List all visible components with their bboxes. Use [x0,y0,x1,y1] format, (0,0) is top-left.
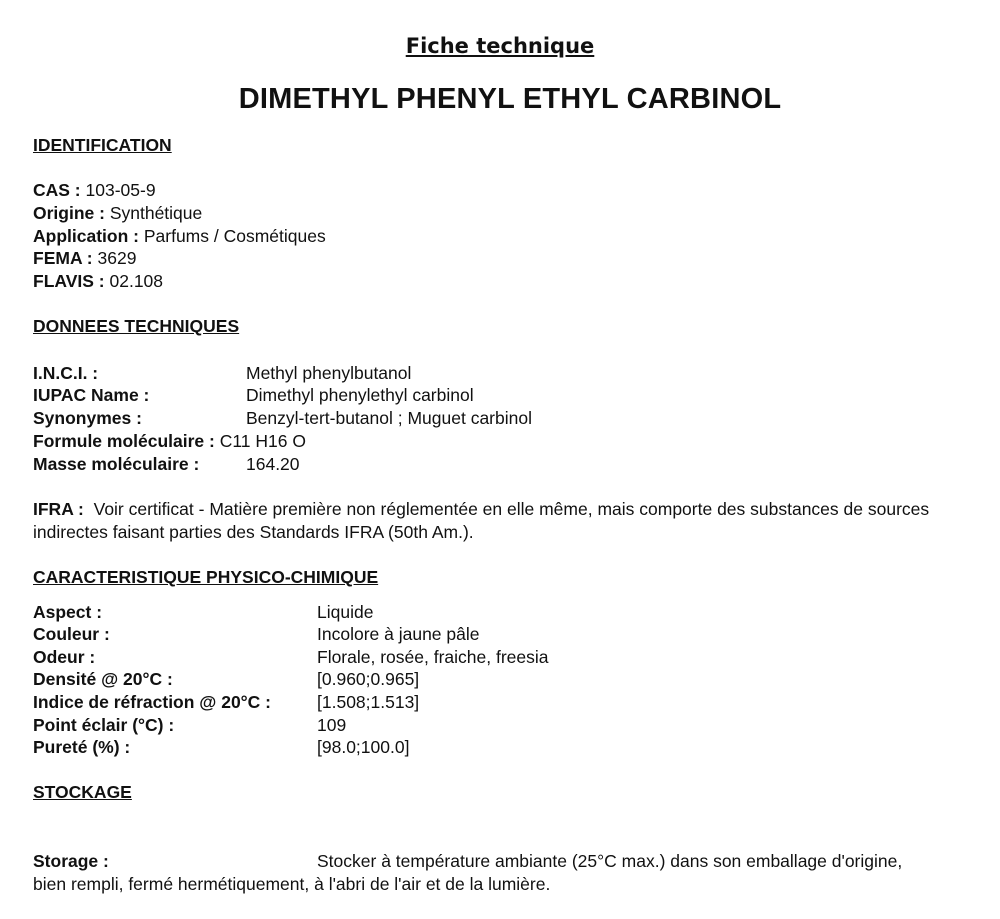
field-label: Origine : [33,203,105,223]
field-value: [0.960;0.965] [317,669,420,689]
storage-text-line1: Stocker à température ambiante (25°C max.) dans son emballage d'origine, [317,851,903,871]
storage-label: Storage : [33,851,109,871]
field-label: Indice de réfraction @ 20°C : [33,692,272,712]
field-value: Liquide [317,602,374,622]
identification-row [33,270,163,293]
field-label: Couleur : [33,624,110,644]
section-heading-technical: DONNEES TECHNIQUES [33,316,240,336]
field-label: I.N.C.I. : [33,363,99,383]
product-name: DIMETHYL PHENYL ETHYL CARBINOL [238,83,782,115]
field-label: Masse moléculaire : [33,454,200,474]
field-value: Benzyl-tert-butanol ; Muguet carbinol [246,408,532,428]
storage-text-line2: bien rempli, fermé hermétiquement, à l'abri de l'air et de la lumière. [33,874,551,894]
field-label: CAS : [33,180,81,200]
field-value: 02.108 [109,271,164,291]
technical-row [33,430,306,453]
field-value: [1.508;1.513] [317,692,420,712]
field-value: Parfums / Cosmétiques [143,226,326,246]
identification-row [33,247,136,270]
field-label: Point éclair (°C) : [33,715,175,735]
field-value: [98.0;100.0] [317,737,410,757]
field-value: Methyl phenylbutanol [246,363,412,383]
field-label: Formule moléculaire : [33,431,215,451]
field-value: 109 [317,715,347,735]
document-title: Fiche technique [405,34,595,58]
field-label: IUPAC Name : [33,385,150,405]
field-value: 3629 [97,248,137,268]
field-value: 103-05-9 [85,180,156,200]
field-label: Application : [33,226,139,246]
field-value: Incolore à jaune pâle [317,624,480,644]
section-heading-identification: IDENTIFICATION [33,135,172,155]
ifra-label: IFRA : [33,499,84,519]
section-heading-physico: CARACTERISTIQUE PHYSICO-CHIMIQUE [33,567,379,587]
ifra-paragraph [33,498,978,543]
field-value: 164.20 [246,454,300,474]
field-label: FLAVIS : [33,271,105,291]
ifra-text: Voir certificat - Matière première non réglementée en elle même, mais comporte des substances de sources indirectes faisant parties des Standards IFRA (50th Am.). [33,499,930,542]
field-label: FEMA : [33,248,93,268]
field-value: Synthétique [109,203,203,223]
field-label: Densité @ 20°C : [33,669,173,689]
field-value: C11 H16 O [219,431,306,451]
field-value: Florale, rosée, fraiche, freesia [317,647,549,667]
field-value: Dimethyl phenylethyl carbinol [246,385,474,405]
field-label: Pureté (%) : [33,737,131,757]
identification-row [33,202,202,225]
field-label: Aspect : [33,602,103,622]
identification-row [33,179,156,202]
section-heading-storage: STOCKAGE [33,782,132,802]
field-label: Odeur : [33,647,96,667]
field-label: Synonymes : [33,408,142,428]
identification-row [33,225,326,248]
